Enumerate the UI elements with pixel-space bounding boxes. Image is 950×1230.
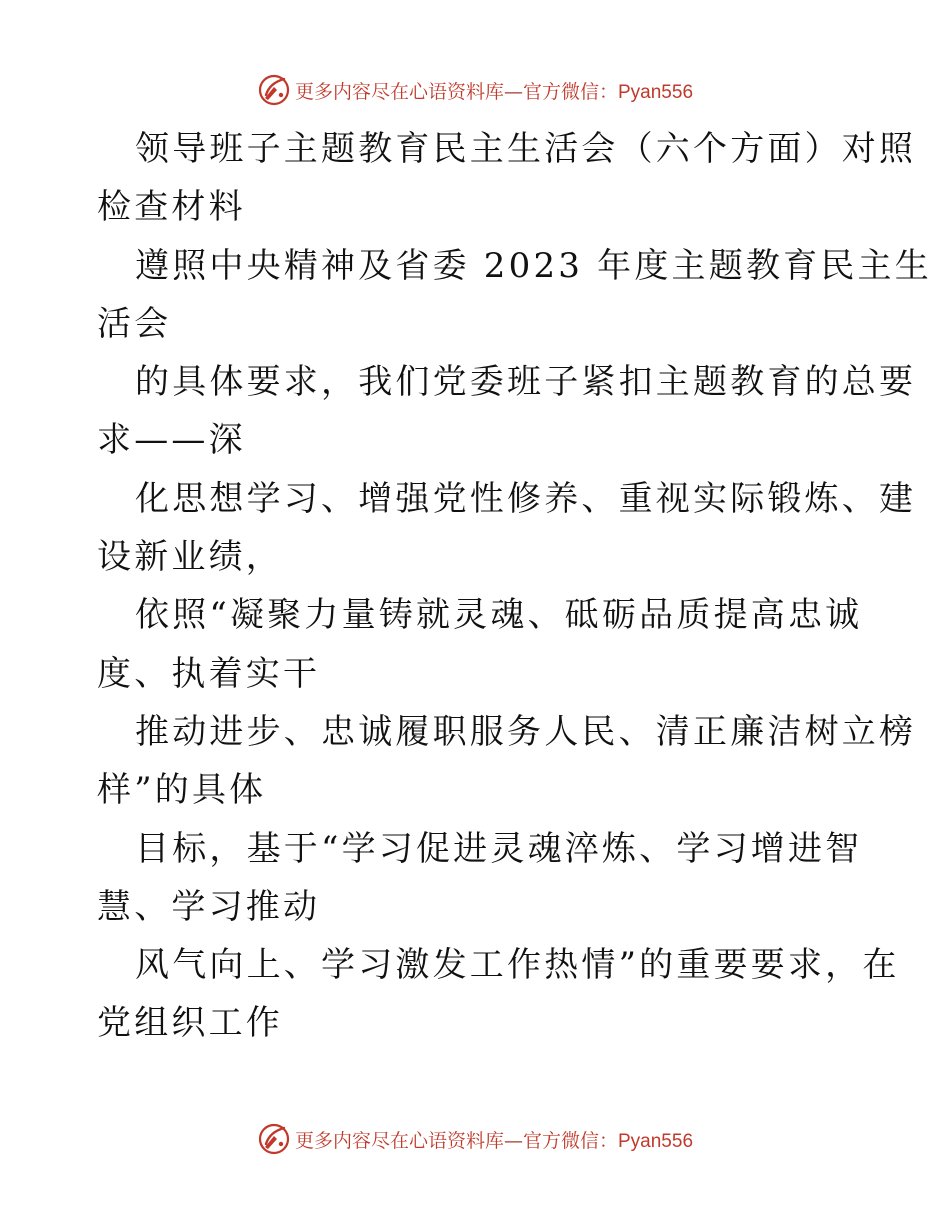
footer-wechat-label: 官方微信： [522, 1129, 618, 1152]
doc-line: 依照“凝聚力量铸就灵魂、砥砺品质提高忠诚 [135, 595, 863, 636]
doc-line: 检查材料 [97, 187, 246, 228]
doc-line: 推动进步、忠诚履职服务人民、清正廉洁树立榜 [135, 711, 917, 752]
header-separator: — [503, 80, 523, 103]
footer-separator: — [503, 1129, 523, 1152]
doc-line: 设新业绩， [97, 537, 283, 578]
pen-logo-icon [257, 73, 291, 107]
doc-line: 党组织工作 [97, 1003, 283, 1044]
doc-line: 的具体要求，我们党委班子紧扣主题教育的总要 [135, 362, 917, 403]
doc-line: 样”的具体 [97, 770, 267, 811]
header-text [295, 77, 693, 104]
footer-text [295, 1126, 693, 1153]
header-wechat-label: 官方微信： [522, 80, 618, 103]
doc-line: 慧、学习推动 [97, 886, 321, 927]
doc-line: 活会 [97, 303, 172, 344]
doc-line: 度、执着实干 [97, 653, 321, 694]
doc-line: 领导班子主题教育民主生活会（六个方面）对照 [135, 129, 917, 169]
header-site-text: 更多内容尽在心语资料库 [294, 80, 504, 103]
doc-line: 风气向上、学习激发工作热情”的重要要求，在 [135, 945, 900, 986]
doc-line: 化思想学习、增强党性修养、重视实际锻炼、建 [135, 478, 917, 519]
footer-banner [0, 1119, 950, 1159]
header-wechat-id: Pyan556 [618, 81, 694, 103]
doc-line: 遵照中央精神及省委 2023 年度主题教育民主生 [135, 245, 932, 286]
doc-line: 目标，基于“学习促进灵魂淬炼、学习增进智 [135, 828, 863, 869]
document-body [97, 120, 932, 1053]
doc-line: 求——深 [97, 420, 246, 461]
header-banner [0, 70, 950, 110]
pen-logo-icon [257, 1122, 291, 1156]
footer-site-text: 更多内容尽在心语资料库 [294, 1129, 504, 1152]
footer-wechat-id: Pyan556 [618, 1130, 694, 1152]
